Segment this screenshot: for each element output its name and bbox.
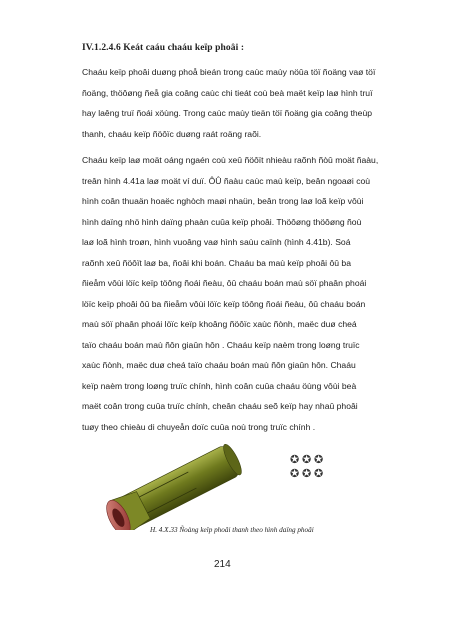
hole-shape-icon: ✪ [302,453,312,466]
paragraph-line: xaùc ñònh, maëc duø cheá taïo chaáu boán maù ñôn giaûn hôn. Chaáu [82,360,356,370]
paragraph-line: ñieåm vôùi löïc keïp töông ñoái ñeàu, ôû chaáu boán maù söï phaân phoái [82,278,367,288]
page-number: 214 [214,559,231,570]
paragraph-line: maët coân trong cuûa truïc chính, cheân chaáu seõ keïp hay nhaû phoâi [82,401,358,411]
paragraph-line: raõnh xeû ñöôït laø ba, ñoâi khi boán. Chaáu ba maù keïp phoâi ôû ba [82,257,351,268]
paragraph-line: ñoäng, thöôøng ñeå gia coâng caùc chi tieát coù beà maët keïp laø hình truï [82,87,373,98]
paragraph-line: löïc keïp phoâi ôû ba ñieåm vôùi löïc keïp töông ñoái ñeàu, ôû chaáu boán [82,298,366,309]
paragraph-line: keïp naèm trong loøng truïc chính, hình coân cuûa chaáu öùng vôùi beà [82,380,357,391]
hole-shape-icon: ✪ [290,467,300,480]
paragraph-line: taïo chaáu boán maù ñôn giaûn hôn . Chaáu keïp naèm trong loøng truïc [82,339,360,350]
paragraph-line: maù söï phaân phoái löïc keïp khoâng ñöôïc xaùc ñònh, maëc duø cheá [82,319,357,329]
collet-figure [100,440,360,530]
hole-shape-icon: ✪ [314,467,324,480]
hole-shape-icon: ✪ [302,467,312,480]
hole-shape-icon: ✪ [314,453,324,466]
figure-caption: H. 4.X.33 Ñoàng keïp phoâi thanh theo hình daïng phoâi [150,526,314,534]
hole-shape-symbols [290,453,323,480]
collet-illustration [102,440,246,530]
paragraph-2 [82,150,379,437]
paragraph-line: tuøy theo chieàu di chuyeån doïc cuûa noù trong truïc chính . [82,421,316,432]
hole-shape-icon: ✪ [290,453,300,466]
paragraph-line: Chaáu keïp phoâi duøng phoå bieán trong caùc maùy nöûa töï ñoäng vaø töï [82,67,376,77]
paragraph-line: treân hình 4.41a laø moät ví duï. ÔÛ ñaàu caùc maù keïp, beân ngoaøi coù [82,175,371,186]
paragraph-line: laø loã hình troøn, hình vuoâng vaø hình saùu caïnh (hình 4.41b). Soá [82,237,351,247]
section-heading: IV.1.2.4.6 Keát caáu chaáu keïp phoâi : [82,43,245,53]
paragraph-line: Chaáu keïp laø moät oáng ngaén coù xeû ñöôït nhieàu raõnh ñòû moät ñaàu, [82,155,379,165]
paragraph-line: hình coân thuaän hoaëc nghòch maøi nhaün, beân trong laø loã keïp vôùi [82,196,364,206]
paragraph-line: thanh, chaáu keïp ñöôïc duøng raát roäng raõi. [82,128,262,139]
paragraph-line: hay laêng truï ñoái xöùng. Trong caùc maùy tieän töï ñoäng gia coâng theùp [82,108,373,118]
paragraph-line: hình daïng nhö hình daïng phaàn cuûa keïp phoâi. Thöôøng thöôøng ñoù [82,216,362,227]
paragraph-1 [82,62,374,144]
